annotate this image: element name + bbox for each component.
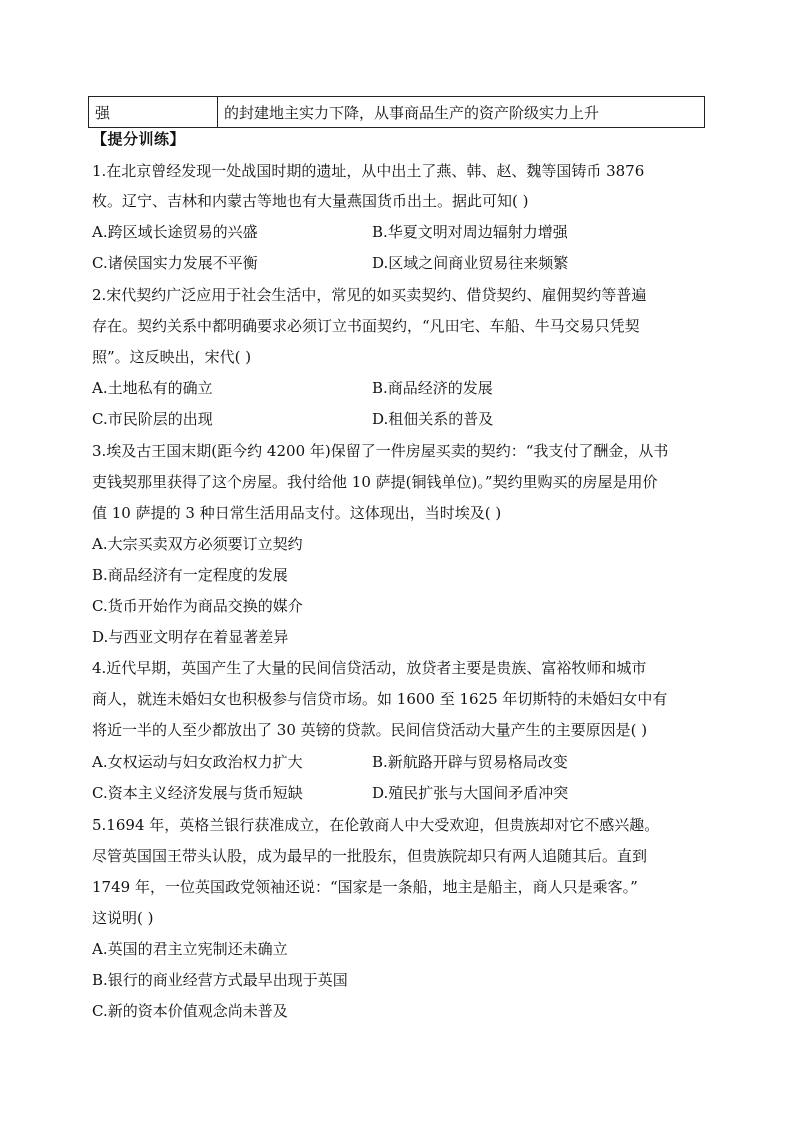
question-1-line-1: 1.在北京曾经发现一处战国时期的遗址，从中出土了燕、韩、赵、魏等国铸币 3876 (92, 162, 645, 180)
question-2-option-b: B.商品经济的发展 (372, 379, 493, 397)
table-cell: 的封建地主实力下降，从事商品生产的资产阶级实力上升 (218, 97, 705, 128)
question-2-line-3: 照”。这反映出，宋代( ) (92, 348, 252, 366)
question-3-option-b: B.商品经济有一定程度的发展 (92, 566, 288, 584)
question-3-line-3: 值 10 萨提的 3 种日常生活用品支付。这体现出，当时埃及( ) (92, 504, 502, 522)
question-2-line-1: 2.宋代契约广泛应用于社会生活中，常见的如买卖契约、借贷契约、雇佣契约等普遍 (92, 286, 647, 304)
question-4-option-c: C.资本主义经济发展与货币短缺 (92, 784, 303, 802)
question-5-option-c: C.新的资本价值观念尚未普及 (92, 1002, 288, 1020)
question-3-option-a: A.大宗买卖双方必须要订立契约 (92, 535, 303, 553)
question-1-option-a: A.跨区域长途贸易的兴盛 (92, 223, 258, 241)
question-1-option-c: C.诸侯国实力发展不平衡 (92, 254, 258, 272)
question-2-option-c: C.市民阶层的出现 (92, 410, 213, 428)
table-row (89, 97, 705, 128)
section-title: 【提分训练】 (92, 130, 186, 148)
question-3-option-c: C.货币开始作为商品交换的媒介 (92, 597, 303, 615)
question-4-option-d: D.殖民扩张与大国间矛盾冲突 (372, 784, 569, 802)
question-5-line-4: 这说明( ) (92, 909, 154, 927)
question-4-option-b: B.新航路开辟与贸易格局改变 (372, 753, 568, 771)
question-2-line-2: 存在。契约关系中都明确要求必须订立书面契约，“凡田宅、车船、牛马交易只凭契 (92, 317, 640, 335)
question-1-line-2: 枚。辽宁、吉林和内蒙古等地也有大量燕国货币出土。据此可知( ) (92, 192, 529, 210)
question-4-option-a: A.女权运动与妇女政治权力扩大 (92, 753, 303, 771)
question-5-line-3: 1749 年，一位英国政党领袖还说：“国家是一条船，地主是船主，商人只是乘客。” (92, 878, 638, 896)
question-1-option-b: B.华夏文明对周边辐射力增强 (372, 223, 568, 241)
summary-table (88, 96, 705, 128)
question-5-line-2: 尽管英国国王带头认股，成为最早的一批股东，但贵族院却只有两人追随其后。直到 (92, 847, 648, 865)
question-3-line-2: 吏钱契那里获得了这个房屋。我付给他 10 萨提(铜钱单位)。”契约里购买的房屋是用价 (92, 473, 658, 491)
question-5-option-b: B.银行的商业经营方式最早出现于英国 (92, 971, 348, 989)
table-cell: 强 (89, 97, 218, 128)
question-5-line-1: 5.1694 年，英格兰银行获准成立，在伦敦商人中大受欢迎，但贵族却对它不感兴趣。 (92, 816, 660, 834)
question-2-option-a: A.土地私有的确立 (92, 379, 213, 397)
question-1-option-d: D.区域之间商业贸易往来频繁 (372, 254, 569, 272)
question-4-line-3: 将近一半的人至少都放出了 30 英镑的贷款。民间信贷活动大量产生的主要原因是( ) (92, 721, 648, 739)
question-2-option-d: D.租佃关系的普及 (372, 410, 494, 428)
question-3-line-1: 3.埃及古王国末期(距今约 4200 年)保留了一件房屋买卖的契约：“我支付了酬金，从书 (92, 442, 669, 460)
question-4-line-1: 4.近代早期，英国产生了大量的民间信贷活动，放贷者主要是贵族、富裕牧师和城市 (92, 659, 647, 677)
question-5-option-a: A.英国的君主立宪制还未确立 (92, 940, 288, 958)
question-3-option-d: D.与西亚文明存在着显著差异 (92, 628, 289, 646)
question-4-line-2: 商人，就连未婚妇女也积极参与信贷市场。如 1600 至 1625 年切斯特的未婚妇女中有 (92, 690, 668, 708)
